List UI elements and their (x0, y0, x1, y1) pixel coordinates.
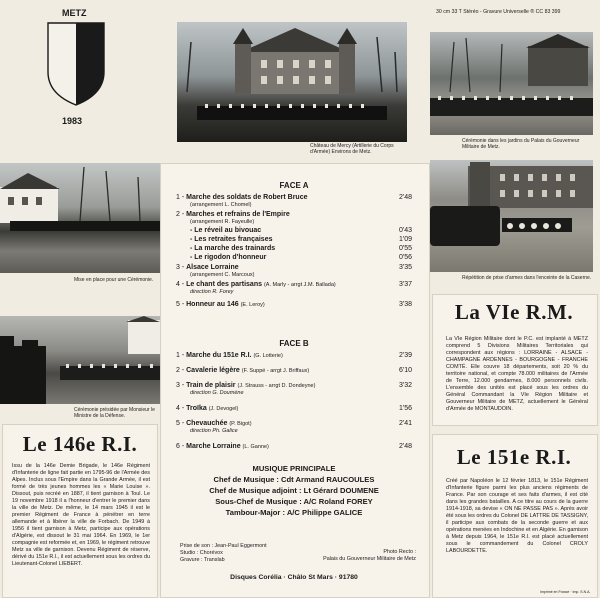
track-duration: 2'39 (398, 352, 412, 359)
track-note: (G. Lotterie) (253, 353, 283, 359)
caption-jardins: Cérémonie dans les jardins du Palais du Gouverneur Militaire de Metz. (462, 138, 580, 150)
caption-ministre: Cérémonie présidée par Monsieur le Ministre de la Défense. (74, 407, 155, 419)
photo-mise-en-place (0, 163, 160, 273)
medley-item (176, 226, 412, 235)
credit-photo-place: Palais du Gouverneur Militaire de Metz (323, 556, 416, 562)
credits-right (298, 549, 416, 563)
track-title: Train de plaisir (186, 382, 236, 389)
text-151-ri: Créé par Napoléon le 12 février 1813, le 151e Régiment d'Infanterie figure parmi les plus anciens régiments de France. Par son courage et ses faits d'armes, il est cité dans les grandes batailles. A ce titre au cours de la guerre 1914-1918, sa devise « ON NE PASSE PAS ». Après avoir été sous les ordres du Colonel DE LATTRE DE TASSIGNY, il participe aux combats de la seconde guerre et aux opérations menées en Indochine et en Algérie. En garnison à Metz depuis 1964, le 151e R.I. est placé actuellement sous le commandement du Colonel CROLY LABOURDETTE. (446, 478, 588, 554)
medley-title: - La marche des trainards (190, 245, 276, 252)
medley-title: - Les retraites françaises (190, 236, 273, 243)
medley-duration: 0'56 (398, 254, 412, 261)
track-duration: 2'48 (398, 194, 412, 201)
track-duration: 2'41 (398, 420, 412, 427)
face-a-track-4 (176, 279, 412, 291)
medley-duration: 0'55 (398, 245, 412, 252)
track-title: Le chant des partisans (186, 281, 262, 288)
face-b-track-3 (176, 380, 412, 392)
title-151-ri: Le 151e R.I. (456, 445, 572, 469)
track-title: Alsace Lorraine (186, 264, 239, 271)
track-number: 3 - (176, 382, 185, 389)
chateau-illustration-icon (177, 22, 407, 142)
medley-item (176, 253, 412, 262)
credit-gravure: Gravure : Translab (180, 557, 225, 563)
year-label: 1983 (62, 116, 83, 126)
track-number: 2 - (176, 367, 185, 374)
printer-note: Imprimé en France · Imp. S.N.A. (540, 590, 591, 594)
caption-chateau: Château de Mercy (Artillerie du Corps d'Armée) Environs de Metz. (310, 143, 394, 155)
photo-ministre (0, 316, 160, 404)
track-note: (J. Strauss - arrgt D. Dondeyne) (237, 383, 316, 389)
caption-mise-en-place: Mise en place pour une Cérémonie. (74, 277, 154, 283)
text-vie-rm: La VIe Région Militaire dont le P.C. est implanté à METZ comprend 5 Divisions Militaires Territoriales qui correspondent aux régions : LORRAINE - ALSACE - CHAMPAGNE ARDENNES - BOURGOGNE - FRANCHE COMTÉ. Elle couvre 18 départements, soit 20 % du territoire national, et compte 78.000 militaires de l'Armée de Terre, 12.000 gendarmes, 8.000 personnels civils. L'ensemble des unités est placé sous les ordres du Général Commandant la VIe Région Militaire et Gouverneur Militaire de METZ, actuellement le Général d'Armée de MONTAUDOIN. (446, 336, 588, 412)
ceremony-setup-icon (0, 163, 160, 273)
medley-duration: 1'09 (398, 236, 412, 243)
text-146-ri: Issu de la 146e Demie Brigade, le 146e Régiment d'Infanterie de ligne fait partie en 1795-96 de l'Armée des Alpes. Inclus sous l'Empire dans la Grande Armée, il est formé de très jeunes hommes les « Marie Louise ». Dissout, puis recréé en 1887, il tient garnison à Toul. Le 19 novembre 1918 il a l'honneur d'entrer le premier dans la ville de Metz. De même, le 14 mars 1945 il est le premier Régiment de France à pénétrer en terre allemande et à libérer la ville de Forbach. De 1949 à 1956 il tient garnison à Metz, participe aux opérations d'Algérie, est dissout le 31 mai 1964. En 1969, le 1er compagnie est reformée et, en 1969, le régiment retrouve Metz sa ville de garnison. Devenu Régiment de réserve, dérivé du 151e R.I., il est actuellement sous les ordres du Lieutenant-Colonel LIEBERT. (12, 463, 150, 567)
face-b-track-4 (176, 403, 412, 415)
track-number: 6 - (176, 443, 185, 450)
track-duration: 6'10 (398, 367, 412, 374)
face-b-track-1 (176, 350, 412, 362)
track-credit: direction R. Forey (190, 289, 234, 295)
track-title: Cavalerie légère (186, 367, 240, 374)
face-a-track-2 (176, 209, 412, 221)
track-note: (F. Suppé - arrgt J. Briffaux) (241, 368, 310, 374)
track-number: 4 - (176, 281, 185, 288)
face-b-track-6 (176, 441, 412, 453)
metz-crest-icon (47, 22, 105, 106)
record-label: Disques Corélia · Châlo St Mars · 91780 (230, 574, 358, 581)
face-a-title: FACE A (279, 181, 309, 190)
track-number: 5 - (176, 420, 185, 427)
track-title: Marche du 151e R.I. (186, 352, 252, 359)
tambour-major: Tambour-Major : A/C Philippe GALICE (225, 508, 363, 517)
track-duration: 3'35 (398, 264, 412, 271)
chef-adjoint: Chef de Musique adjoint : Lt Gérard DOUMENE (209, 486, 379, 495)
track-duration: 3'38 (398, 301, 412, 308)
track-note: (E. Leroy) (240, 302, 265, 308)
track-duration: 1'56 (398, 405, 412, 412)
face-b-section (176, 338, 412, 453)
photo-jardins-palais (430, 32, 593, 135)
track-note: (A. Marly - arrgt J.M. Ballada) (263, 282, 336, 288)
track-number: 2 - (176, 211, 185, 218)
credit-prise-de-son: Prise de son : Jean-Paul Eggermont (180, 543, 267, 549)
face-a-track-5 (176, 299, 412, 311)
sous-chef: Sous-Chef de Musique : A/C Roland FOREY (215, 497, 373, 506)
track-number: 5 - (176, 301, 185, 308)
track-title: Chevauchée (186, 420, 228, 427)
musique-title: MUSIQUE PRINCIPALE (252, 464, 336, 473)
musique-principale (165, 463, 423, 518)
face-a-track-3 (176, 262, 412, 274)
catalog-number: 30 cm 33 T Stéréo - Gravure Universelle ® CC 83 399 (436, 9, 561, 15)
face-a-section (176, 180, 412, 311)
track-title: Marche des soldats de Robert Bruce (186, 194, 308, 201)
medley-item (176, 235, 412, 244)
face-b-title: FACE B (279, 339, 309, 348)
track-title: Marche Lorraine (186, 443, 241, 450)
track-duration: 3'32 (398, 382, 412, 389)
medley-duration: 0'43 (398, 227, 412, 234)
medley-item (176, 244, 412, 253)
track-note: (P. Bigot) (229, 421, 252, 427)
track-credit: direction Ph. Galice (190, 428, 238, 434)
track-number: 1 - (176, 352, 185, 359)
face-b-track-5 (176, 418, 412, 430)
track-title: Honneur au 146 (186, 301, 239, 308)
photo-chateau-de-mercy (177, 22, 407, 142)
track-duration: 2'48 (398, 443, 412, 450)
track-note: (L. Ganne) (242, 444, 269, 450)
credit-photo: Photo Recto : (383, 549, 416, 555)
track-note: (J. Devogel) (208, 406, 239, 412)
track-credit: direction G. Doumène (190, 390, 244, 396)
track-title: Marches et refrains de l'Empire (186, 211, 290, 218)
credit-studio: Studio : Chorévox (180, 550, 223, 556)
chef-de-musique: Chef de Musique : Cdt Armand RAUCOULES (213, 475, 375, 484)
medley-title: - Le réveil au bivouac (190, 227, 262, 234)
track-number: 1 - (176, 194, 185, 201)
track-title: Troïka (186, 405, 207, 412)
city-label: METZ (62, 8, 87, 18)
photo-repetition (430, 160, 593, 272)
title-146-ri: Le 146e R.I. (22, 432, 138, 456)
garden-ceremony-icon (430, 32, 593, 135)
track-number: 3 - (176, 264, 185, 271)
title-vie-rm: La VIe R.M. (454, 300, 574, 324)
barracks-rehearsal-icon (430, 160, 593, 272)
track-credit: (arrangement C. Marcoux) (190, 272, 255, 278)
track-duration: 3'37 (398, 281, 412, 288)
track-credit: (arrangement L. Chomel) (190, 202, 252, 208)
medley-title: - Le rigodon d'honneur (190, 254, 267, 261)
track-number: 4 - (176, 405, 185, 412)
face-b-track-2 (176, 365, 412, 377)
face-a-track-1 (176, 192, 412, 204)
minister-ceremony-icon (0, 316, 160, 404)
track-credit: (arrangement R. Fayeulle) (190, 219, 255, 225)
caption-repetition: Répétition de prise d'armes dans l'enceinte de la Caserne. (462, 275, 592, 281)
